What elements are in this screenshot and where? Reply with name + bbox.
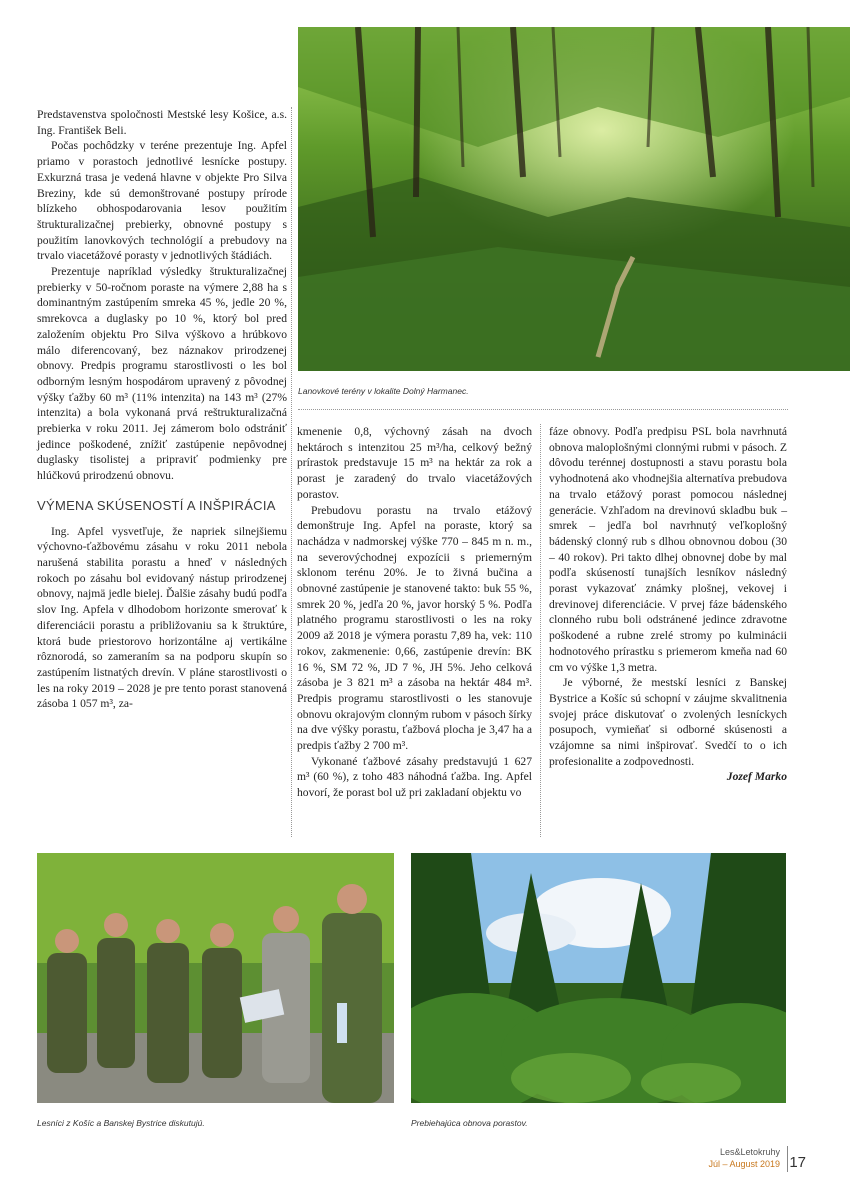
article-column-3	[549, 424, 787, 785]
author-signature: Jozef Marko	[726, 770, 787, 784]
foresters-group-illustration	[37, 853, 394, 1103]
forest-slope-illustration	[298, 27, 850, 371]
paragraph: Prebudovu porastu na trvalo etážový demonštruje Ing. Apfel na poraste, ktorý sa nachádza v nadmorskej výške 770 – 845 m n. m., na severovýchodnej expozícii s priemerným sklonom terénu 20%. Je to živná bučina a obnovné zastúpenie je stanovené takto: buk 55 %, smrek 20 %, jedľa 20 %, javor horský 5 %. Podľa platného programu starostlivosti o les na roky 2009 až 2018 je výmera porastu 7,89 ha, vek: 110 rokov, zakmenenie: 0,66, zastúpenie drevín: BK 16 %, SM 72 %, JD 7 %, JH 5%. Jeho celková zásoba je 3 821 m³ a zásoba na hektár 484 m³. Predpis programu starostlivosti o les stanovuje obnovu okrajovým clonným rubom v pásoch šírky na dve výšky porastu, ťažbová plocha je 3,47 ha a predpis ťažby 2 700 m³.	[297, 503, 532, 753]
article-column-1	[37, 107, 287, 712]
photo-forest-cableway-terrain	[298, 27, 850, 371]
issue-date: Júl – August 2019	[708, 1159, 780, 1169]
forest-canopy-illustration	[411, 853, 786, 1103]
article-column-2	[297, 424, 532, 801]
caption-top-photo: Lanovkové terény v lokalite Dolný Harmanec.	[298, 386, 469, 396]
paragraph: Ing. Apfel vysvetľuje, že napriek silnejšiemu výchovno-ťažbovému zásahu v roku 2011 nebola narušená stabilita porastu a hneď v následných rokoch po zásahu bol evidovaný nástup prirodzenej obnovy, najmä jedle bielej. Ďalšie zásahy budú podľa slov Ing. Apfela v dlhodobom horizonte smerovať k diferenciácii porastu a približovaniu sa k štruktúre, ktorá bude priestorovo horizontálne aj vertikálne rôznorodá, so zameraním sa na podporu skupín so zastúpením listnatých drevín. V pláne starostlivosti o les na roky 2019 – 2028 je pre tento porast stanovená zásoba 1 057 m³, za-	[37, 524, 287, 711]
photo-foresters-discussing	[37, 853, 394, 1103]
footer-divider	[787, 1146, 788, 1172]
paragraph: Predstavenstva spoločnosti Mestské lesy Košice, a.s. Ing. František Beli.	[37, 108, 287, 137]
caption-bottom-right-photo: Prebiehajúca obnova porastov.	[411, 1118, 528, 1128]
column-divider-2	[540, 424, 541, 837]
section-heading: VÝMENA SKÚSENOSTÍ A INŠPIRÁCIA	[37, 497, 276, 513]
paragraph: fáze obnovy. Podľa predpisu PSL bola navrhnutá obnova maloplošnými clonnými rubmi v pásoch. Z dôvodu terénnej dostupnosti a stavu porastu bola vyhodnotená ako vhodnejšia alternatíva prebudova na trvalo etážový porast pomocou následnej generácie. Vzhľadom na drevinovú skladbu buk – smrek – jedľa bol navrhnutý veľkoplošný bádenský clonný rub s dlhou obnovnou dobou (30 – 40 rokov). Pri takto dlhej obnovnej dobe by mal podľa skúseností tunajších lesníkov následný porast vykazovať známky plošnej, vekovej i drevinovej diferenciácie. V prvej fáze bádenského clonného rubu boli odstránené jedince zdravotne poškodené a rubne zrelé stromy po kulminácii hodnotového prírastku s priemerom kmeňa nad 60 cm vo výške 1,3 metra.	[549, 425, 787, 674]
caption-bottom-left-photo: Lesníci z Košíc a Banskej Bystrice diskutujú.	[37, 1118, 205, 1128]
page-footer	[708, 1146, 780, 1170]
magazine-name: Les&Letokruhy	[719, 1147, 780, 1157]
paragraph: Počas pochôdzky v teréne prezentuje Ing. Apfel priamo v porastoch jednotlivé lesnícke postupy. Exkurzná trasa je vedená hlavne v objekte Pro Silva Breziny, kde sú demonštrované postupy prírode blízkeho obhospodarovania lesov použitím štrukturalizačnej prebierky, obnovné postupy s použitím lanovkových technológií a prebudovy na trvalo viacetážové porasty v jednotlivých štádiách.	[37, 139, 287, 263]
horizontal-divider	[298, 409, 788, 410]
photo-forest-regeneration	[411, 853, 786, 1103]
paragraph: Vykonané ťažbové zásahy predstavujú 1 627 m³ (60 %), z toho 483 náhodná ťažba. Ing. Apfel hovorí, že porast bol už pri zakladaní objektu vo	[297, 754, 532, 800]
paragraph: Je výborné, že mestskí lesníci z Banskej Bystrice a Košíc sú schopní v záujme skvalitnenia svojej práce diskutovať o zvolených lesníckych posupoch, vymieňať si odborné skúsenosti a vzájomne sa nimi inšpirovať. Svedčí to o ich profesionalite a zodpovednosti.	[549, 676, 787, 768]
paragraph: kmenenie 0,8, výchovný zásah na dvoch hektároch s intenzitou 25 m³/ha, celkový bežný prírastok predstavuje 15 m³ na hektár za rok a porast je zaradený do trvalo viacetážových porastov.	[297, 425, 532, 501]
page-number: 17	[789, 1154, 806, 1171]
paragraph: Prezentuje napríklad výsledky štrukturalizačnej prebierky v 50-ročnom poraste na výmere 2,88 ha s dominantným zastúpením smreka 45 %, jedle 20 %, smrekovca a duglasky po 10 %, ktorý bol pred založením objektu Pro Silva výškovo a hrúbkovo málo diferencovaný, bez náznakov prirodzenej obnovy. Predpis programu starostlivosti o les bol odborným lesným hospodárom upravený z pôvodnej výšky ťažby 60 m³ (11% intenzita) na 143 m³ (27% intenzita) a bola vykonaná prvá reštrukturalizačná prebierka v roku 2011. Jej zámerom bolo odstrániť jedince poškodené, znížiť zastúpenie nepôvodnej duglasky tisolistej a pripraviť podmienky pre hlúčkovú prirodzenú obnovu.	[37, 265, 287, 483]
column-divider-1	[291, 107, 292, 837]
